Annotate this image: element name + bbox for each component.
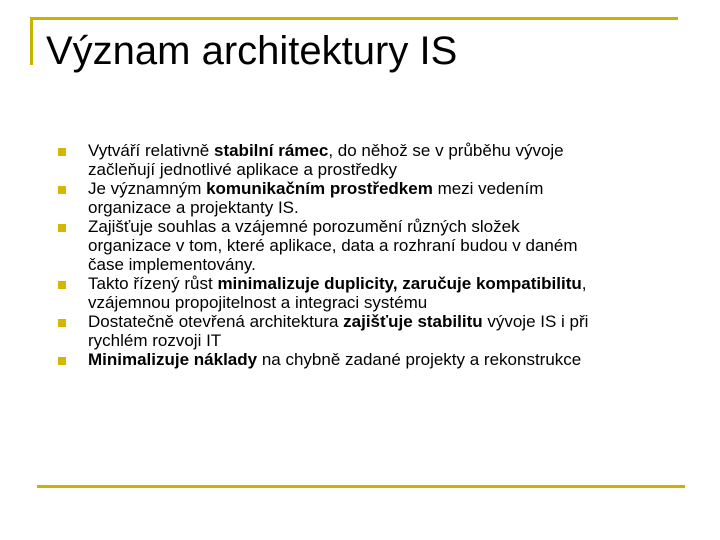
square-bullet-icon bbox=[58, 148, 66, 156]
bullet-emphasis: minimalizuje duplicity, zaručuje kompatibilitu bbox=[217, 274, 582, 293]
bullet-text: , do něhož se v průběhu vývoje bbox=[328, 141, 564, 160]
square-bullet-icon bbox=[58, 281, 66, 289]
bullet-text: Je významným bbox=[88, 179, 207, 198]
bullet-text: Dostatečně otevřená architektura bbox=[88, 312, 344, 331]
bullet-emphasis: zajišťuje stabilitu bbox=[343, 312, 483, 331]
square-bullet-icon bbox=[58, 224, 66, 232]
square-bullet-icon bbox=[58, 319, 66, 327]
bullet-text: Zajišťuje souhlas a vzájemné porozumění různých složek bbox=[88, 217, 520, 236]
bullet-first-line bbox=[88, 274, 586, 293]
bullet-continuation: čase implementovány. bbox=[88, 255, 256, 274]
square-bullet-icon bbox=[58, 186, 66, 194]
bullet-emphasis: stabilní rámec bbox=[213, 141, 329, 160]
bullet-text: na chybně zadané projekty a rekonstrukce bbox=[257, 350, 582, 369]
left-frame-line bbox=[30, 17, 33, 65]
bullet-text: vývoje IS i při bbox=[482, 312, 589, 331]
bullet-first-line bbox=[88, 179, 543, 198]
bullet-continuation: organizace a projektanty IS. bbox=[88, 198, 299, 217]
square-bullet-icon bbox=[58, 357, 66, 365]
bullet-item bbox=[58, 350, 658, 369]
bullet-continuation: vzájemnou propojitelnost a integraci systému bbox=[88, 293, 428, 312]
bullet-item bbox=[58, 217, 658, 274]
bullet-first-line bbox=[88, 217, 520, 236]
bottom-frame-line bbox=[37, 485, 685, 488]
bullet-text: mezi vedením bbox=[432, 179, 544, 198]
bullet-continuation: rychlém rozvoji IT bbox=[88, 331, 222, 350]
top-frame-line bbox=[30, 17, 678, 20]
bullet-first-line bbox=[88, 350, 581, 369]
bullet-item bbox=[58, 141, 658, 179]
bullet-item bbox=[58, 179, 658, 217]
bullet-emphasis: komunikačním prostředkem bbox=[206, 179, 433, 198]
slide-title: Význam architektury IS bbox=[46, 29, 458, 73]
bullet-continuation: organizace v tom, které aplikace, data a rozhraní budou v daném bbox=[88, 236, 578, 255]
bullet-list bbox=[58, 141, 658, 369]
bullet-item bbox=[58, 274, 658, 312]
bullet-first-line bbox=[88, 141, 564, 160]
bullet-continuation: začleňují jednotlivé aplikace a prostředky bbox=[88, 160, 398, 179]
bullet-emphasis: Minimalizuje náklady bbox=[88, 350, 258, 369]
bullet-text: Takto řízený růst bbox=[88, 274, 218, 293]
bullet-text: Vytváří relativně bbox=[88, 141, 214, 160]
bullet-first-line bbox=[88, 312, 588, 331]
bullet-text: , bbox=[581, 274, 587, 293]
bullet-item bbox=[58, 312, 658, 350]
